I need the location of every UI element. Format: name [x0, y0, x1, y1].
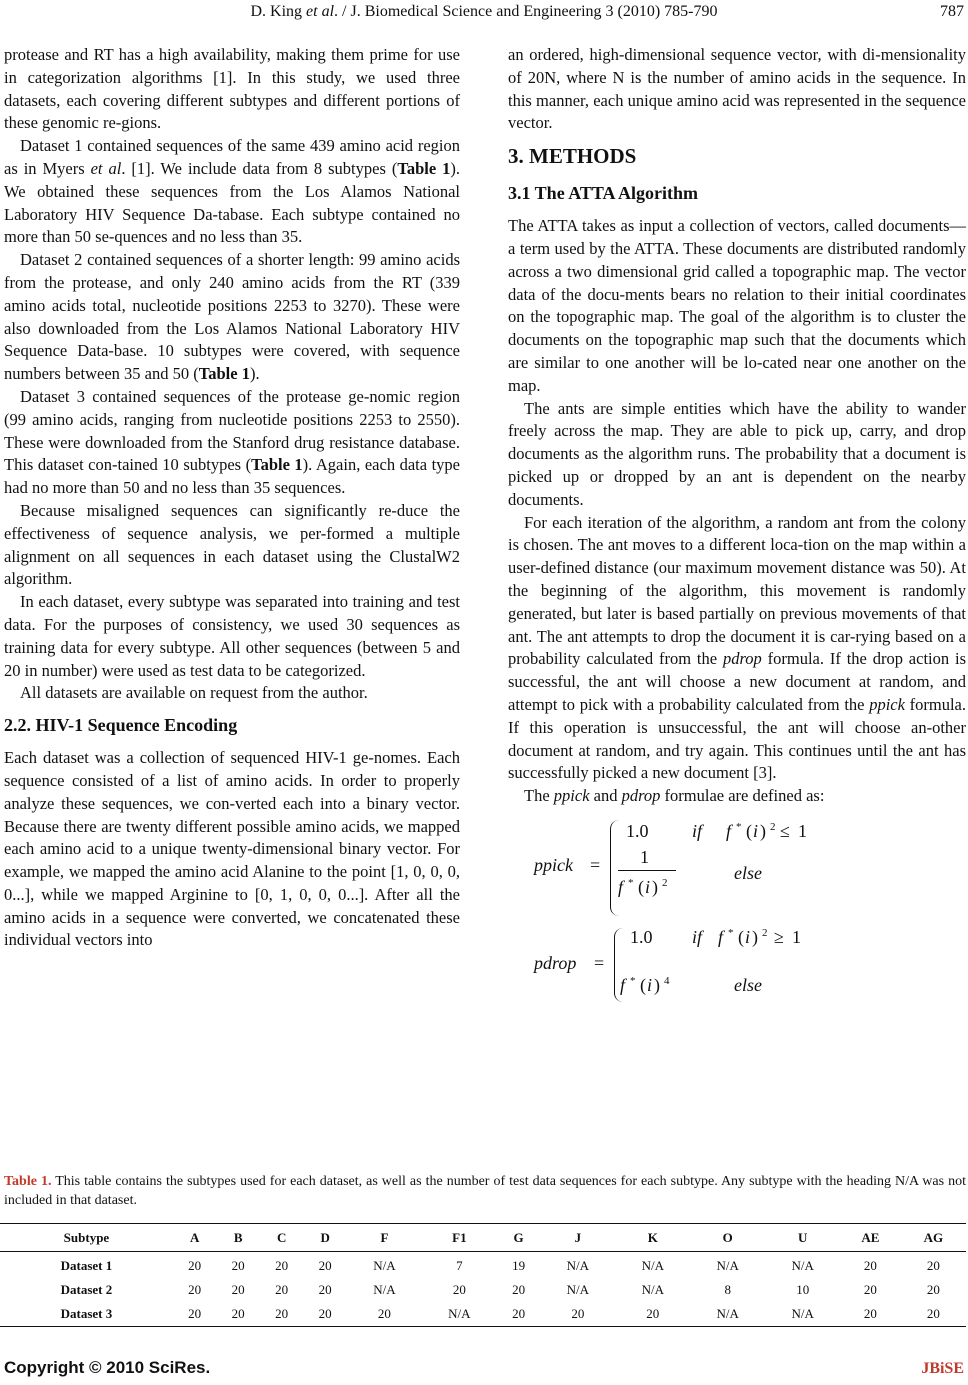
row-header: Dataset 1: [60, 1258, 113, 1273]
column-header: AE: [840, 1224, 900, 1252]
text-run: and: [589, 786, 622, 806]
table-cell: 20: [926, 1258, 940, 1273]
text-run: The: [524, 786, 554, 806]
subtype-table: [0, 1223, 966, 1327]
table-cell: 20: [840, 1302, 900, 1327]
text-run: formula. If the drop action is successful, the ant will choose a new document at random, and attempt to pick with a probability calculated from the: [508, 649, 966, 714]
table-cell: 20: [901, 1302, 966, 1327]
formula-star: *: [628, 876, 634, 889]
formula-equals: =: [594, 952, 605, 973]
formula-i: i: [647, 974, 653, 995]
table-cell: 20: [615, 1302, 690, 1327]
table-cell: 20: [926, 1282, 940, 1297]
formula-else: else: [734, 862, 762, 883]
formula-i: i: [645, 876, 651, 897]
table-cell: N/A: [373, 1282, 396, 1297]
formula-operator: ≥: [774, 926, 784, 947]
table-cell: N/A: [566, 1258, 590, 1273]
column-header: J: [540, 1224, 615, 1252]
journal-abbreviation: JBiSE: [921, 1360, 964, 1377]
formula-paren: (: [746, 820, 752, 841]
right-column: [508, 44, 966, 1010]
formula-paren: (: [640, 974, 646, 995]
formula-exponent: 4: [664, 974, 670, 987]
header-authors: D. King: [250, 3, 307, 20]
paragraph-dataset-1: [4, 135, 460, 249]
row-header: Dataset 3: [0, 1302, 173, 1327]
paragraph-dataset-3: [4, 386, 460, 500]
table-cell: 20: [863, 1282, 877, 1297]
text-run-italic: pdrop: [722, 649, 762, 669]
column-header: AG: [901, 1224, 966, 1252]
table-cell: N/A: [373, 1258, 396, 1273]
column-header: A: [173, 1224, 217, 1252]
column-header: F: [347, 1224, 422, 1252]
formula-paren: ): [654, 974, 660, 995]
text-run: ). We obtained these sequences from the Los Alamos National Laboratory HIV Sequence Da-tabase. Each subtype contained no more than 50 se-quences and no less than 35.: [4, 158, 460, 247]
formula-f: f: [620, 974, 626, 995]
table-cell: 20: [303, 1302, 347, 1327]
formula-value: 1.0: [630, 926, 653, 947]
text-run: Dataset 1 contained sequences of the same 439 amino acid region as in Myers: [4, 136, 460, 178]
table-cell: N/A: [641, 1258, 664, 1273]
formula-lhs: pdrop: [534, 952, 577, 973]
table-cell: 20: [231, 1282, 245, 1297]
table-cell: N/A: [791, 1258, 814, 1273]
text-run: For each iteration of the algorithm, a random ant from the colony is chosen. The ant moves to a different loca-tion on the map within a user-defined distance (our maximum movement distance was 50). At the beginning of the algorithm, this movement is randomly generated, but later is based partially on previous movements of that ant. The ant attempts to drop the document it is car-rying based on a probability calculated from the: [508, 512, 966, 669]
table-caption: [4, 1172, 966, 1210]
formula-f: f: [726, 820, 732, 841]
fraction-bar: [618, 870, 676, 871]
formula-i: i: [753, 820, 759, 841]
table-cell: 20: [318, 1282, 332, 1297]
text-run: ).: [249, 364, 260, 384]
table-cell: 10: [796, 1282, 810, 1297]
table-cell: 20: [275, 1258, 289, 1273]
table-cell: 19: [512, 1258, 526, 1273]
formula-brace: [610, 820, 619, 916]
section-heading-atta: 3.1 The ATTA Algorithm: [508, 183, 699, 204]
paragraph-encoding: Each dataset was a collection of sequenced HIV-1 ge-nomes. Each sequence consisted of a list of amino acids. In order to properly analyze these sequences, we con-verted each into a binary vector. Because there are twenty different possible amino acids, we mapped each amino acid to a unique twenty-dimensional binary vector. For example, we mapped the amino acid Alanine to the point [1, 0, 0, 0, 0...], while we mapped Arginine to [0, 1, 0, 0, 0...]. After all the amino acids in a sequence were converted, we concatenated these individual vectors into: [4, 748, 460, 950]
header-etal: et al: [306, 3, 335, 20]
text-run: formula. If this operation is unsuccessful, the ant will choose an-other document at random, and try again. This continues until the ant has successfully picked a new document [3].: [508, 694, 967, 783]
copyright-notice: Copyright © 2010 SciRes.: [4, 1358, 211, 1377]
formula-paren: ): [760, 820, 766, 841]
text-run: . [1]. We include data from 8 subtypes (: [121, 158, 398, 178]
table-cell: 20: [540, 1302, 615, 1327]
formula-star: *: [630, 974, 636, 987]
ppick-formula: [508, 816, 966, 920]
text-run: ). Again, each data type had no more than 50 and no less than 35 sequences.: [4, 455, 460, 498]
formula-lhs: ppick: [534, 854, 573, 875]
paragraph-dataset-2: [4, 249, 460, 386]
row-header: Dataset 2: [60, 1282, 113, 1297]
formula-paren: (: [638, 876, 644, 897]
table-cell: 20: [452, 1282, 466, 1297]
formula-star: *: [736, 820, 742, 833]
table-cell: 20: [260, 1302, 304, 1327]
table-cell: 7: [456, 1258, 463, 1273]
table-row: [0, 1302, 966, 1327]
table-cell: 20: [216, 1302, 260, 1327]
caption-text: This table contains the subtypes used for each dataset, as well as the number of test data sequences for each subtype. Any subtype with the heading N/A was not included in that dataset.: [4, 1174, 966, 1208]
table-header-row: [0, 1224, 966, 1252]
formula-if: if: [692, 926, 703, 947]
formula-numerator: 1: [640, 846, 649, 867]
table-row: [0, 1278, 966, 1302]
text-run: Dataset 3 contained sequences of the protease ge-nomic region (99 amino acids, ranging from nucleotide positions 2253 to 2550). These were downloaded from the Stanford drug resistance database. This dataset con-tained 10 subtypes (: [4, 386, 460, 475]
table-cell: 20: [863, 1258, 877, 1273]
table-cell: N/A: [566, 1282, 590, 1297]
formula-exponent: 2: [762, 926, 768, 939]
text-run: Dataset 2 contained sequences of a shorter length: 99 amino acids from the protease, and only 240 amino acids from the RT (339 amino acids total, nucleotide positions 2253 to 3270). These were also downloaded from the Los Alamos National Laboratory HIV Sequence Data-base. 10 subtypes were covered, with sequence numbers between 35 and 50 (: [4, 250, 460, 384]
section-heading-encoding: 2.2. HIV-1 Sequence Encoding: [4, 715, 238, 736]
column-header: F1: [422, 1224, 497, 1252]
paragraph-atta: The ATTA takes as input a collection of vectors, called documents—a term used by the ATTA. These documents are distributed randomly across a two dimensional grid called a topographic map. The vector data of the docu-ments bears no relation to their initial coordinates on the topographic map. The goal of the algorithm is to cluster the documents on the topographic map such that the documents which are similar to one another will be lo-cated near one another on the map.: [508, 216, 966, 395]
paragraph: protease and RT has a high availability, making them prime for use in categorization algorithms [1]. In this study, we used three datasets, each covering different subtypes and different portions of these genomic re-gions.: [4, 45, 460, 133]
column-header: B: [216, 1224, 260, 1252]
table-reference: Table 1: [397, 158, 451, 178]
table-cell: N/A: [641, 1282, 664, 1297]
column-header: Subtype: [0, 1224, 173, 1252]
text-run-italic: ppick: [553, 786, 590, 806]
table-row: [0, 1252, 966, 1279]
table-cell: 20: [275, 1282, 289, 1297]
paragraph: an ordered, high-dimensional sequence vector, with di-mensionality of 20N, where N is the number of amino acids in the sequence. In this manner, each unique amino acid was represented in the sequence vector.: [508, 45, 966, 133]
formula-paren: ): [752, 926, 758, 947]
column-header: G: [497, 1224, 541, 1252]
formula-operator: ≤: [780, 820, 790, 841]
table-reference: Table 1: [198, 364, 250, 384]
table-cell: N/A: [690, 1302, 765, 1327]
formula-exponent: 2: [770, 820, 776, 833]
left-column: [4, 44, 460, 952]
table-cell: 20: [318, 1258, 332, 1273]
header-citation: [0, 2, 968, 22]
paragraph-availability: All datasets are available on request from the author.: [20, 683, 368, 703]
formula-paren: (: [738, 926, 744, 947]
header-journal: . / J. Biomedical Science and Engineering 3 (2010) 785-790: [334, 3, 718, 20]
table-cell: N/A: [422, 1302, 497, 1327]
pdrop-formula: [508, 926, 966, 1010]
formula-else: else: [734, 974, 762, 995]
text-run: formulae are defined as:: [660, 786, 825, 806]
caption-label: Table 1.: [4, 1174, 52, 1189]
column-header: C: [260, 1224, 304, 1252]
table-cell: 20: [231, 1258, 245, 1273]
paragraph-iteration: [508, 512, 966, 786]
table-cell: N/A: [765, 1302, 840, 1327]
table-reference: Table 1: [251, 455, 303, 475]
formula-i: i: [745, 926, 751, 947]
paragraph-ants: The ants are simple entities which have the ability to wander freely across the map. They are able to pick up, carry, and drop documents as the algorithm runs. The probability that a document is picked up or dropped by an ant is dependent on the nearby documents.: [508, 398, 966, 509]
table-cell: 20: [512, 1282, 526, 1297]
table-cell: 20: [188, 1282, 202, 1297]
column-header: O: [690, 1224, 765, 1252]
table-cell: 8: [724, 1282, 731, 1297]
table-cell: 20: [347, 1302, 422, 1327]
column-header: U: [765, 1224, 840, 1252]
text-run-italic: pdrop: [621, 786, 661, 806]
text-run-italic: ppick: [869, 694, 905, 714]
column-header: K: [615, 1224, 690, 1252]
running-header: [0, 2, 968, 28]
section-heading-methods: 3. METHODS: [508, 144, 637, 169]
formula-f: f: [718, 926, 724, 947]
formula-if: if: [692, 820, 703, 841]
text-run-italic: et al: [90, 158, 122, 178]
formula-equals: =: [590, 854, 601, 875]
formula-value: 1: [792, 926, 801, 947]
page-number: 787: [940, 3, 964, 20]
formula-paren: ): [652, 876, 658, 897]
paragraph-formulae-intro: [508, 785, 966, 808]
table-cell: N/A: [716, 1258, 739, 1273]
formula-f: f: [618, 876, 624, 897]
formula-value: 1.0: [626, 820, 649, 841]
formula-exponent: 2: [662, 876, 668, 889]
paragraph-training: In each dataset, every subtype was separated into training and test data. For the purposes of consistency, we used 30 sequences as training data for every subtype. All other sequences (between 5 and 20 in number) were used as test data to be categorized.: [4, 592, 460, 680]
paragraph-alignment: Because misaligned sequences can significantly re-duce the effectiveness of sequence analysis, we per-formed a multiple alignment on all sequences in each dataset using the ClustalW2 algorithm.: [4, 500, 460, 589]
formula-value: 1: [798, 820, 807, 841]
table-cell: 20: [497, 1302, 541, 1327]
column-header: D: [303, 1224, 347, 1252]
formula-star: *: [728, 926, 734, 939]
table-cell: 20: [173, 1302, 217, 1327]
table-cell: 20: [188, 1258, 202, 1273]
